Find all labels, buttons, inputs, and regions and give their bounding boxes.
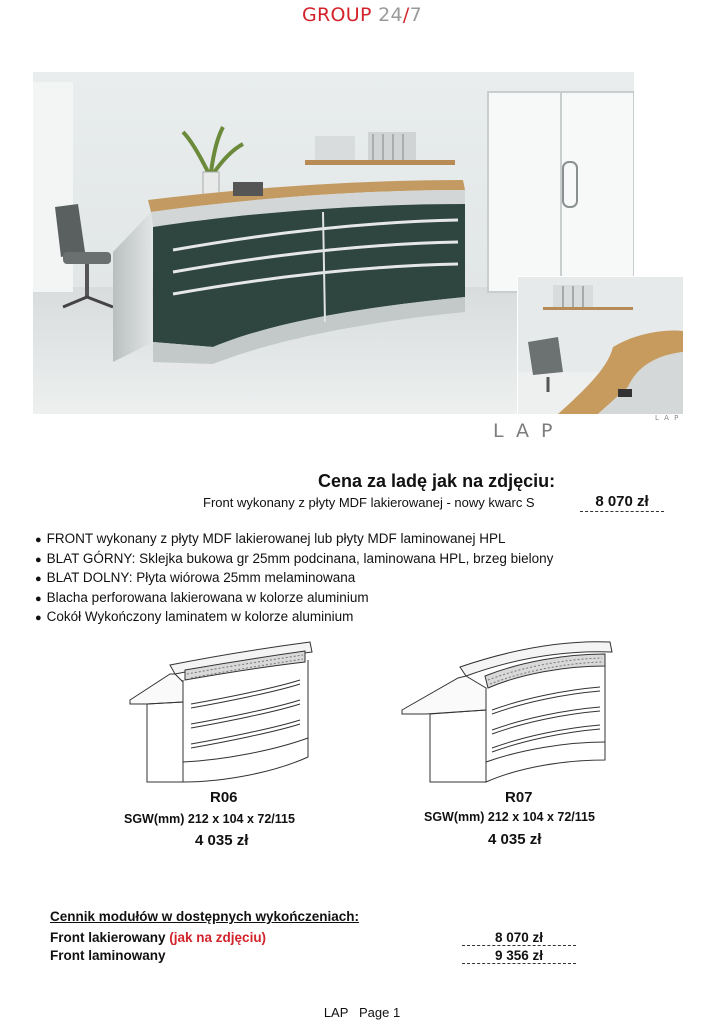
reception-desk-inset-photo [517,276,684,415]
lap-logo: LAP [493,420,565,442]
module-dimensions: SGW(mm) 212 x 104 x 72/115 [424,810,595,824]
brand-number-7: 7 [409,4,422,26]
price-row-label [50,948,166,963]
price-row-text: Front lakierowany [50,930,170,945]
page-footer: LAP Page 1 [323,1005,401,1020]
module-price: 4 035 zł [488,831,542,848]
price-list-title: Cennik modułów w dostępnych wykończeniach: [50,909,360,924]
offer-front-description: Front wykonany z płyty MDF lakierowanej - nowy kwarc S [203,495,535,510]
price-row-value: 9 356 zł [462,948,576,964]
module-code: R07 [505,789,533,806]
feature-item: ● BLAT GÓRNY: Sklejka bukowa gr 25mm podcinana, laminowana HPL, brzeg bielony [35,550,553,570]
offer-title: Cena za ladę jak na zdjęciu: [318,471,556,491]
feature-item: ● Cokół Wykończony laminatem w kolorze aluminium [35,608,553,628]
price-row-text: Front laminowany [50,948,166,963]
brand-slash: / [402,4,410,26]
price-row-highlight: (jak na zdjęciu) [169,930,267,945]
feature-list [35,530,553,628]
feature-item: ● FRONT wykonany z płyty MDF lakierowanej lub płyty MDF laminowanej HPL [35,530,553,550]
brand-word: GROUP [302,4,379,26]
feature-item: ● Blacha perforowana lakierowana w kolorze aluminium [35,589,553,609]
module-code: R06 [210,789,238,806]
price-row-label [50,930,266,945]
module-r07-drawing [400,632,620,790]
brand-number-24: 24 [378,4,403,26]
module-dimensions: SGW(mm) 212 x 104 x 72/115 [124,812,295,826]
photo-credit: L A P [655,414,680,422]
module-r06-drawing [125,632,325,790]
module-price: 4 035 zł [195,832,249,849]
brand-logo [0,4,724,26]
feature-item: ● BLAT DOLNY: Płyta wiórowa 25mm melaminowana [35,569,553,589]
offer-price: 8 070 zł [580,493,664,512]
price-row-value: 8 070 zł [462,930,576,946]
